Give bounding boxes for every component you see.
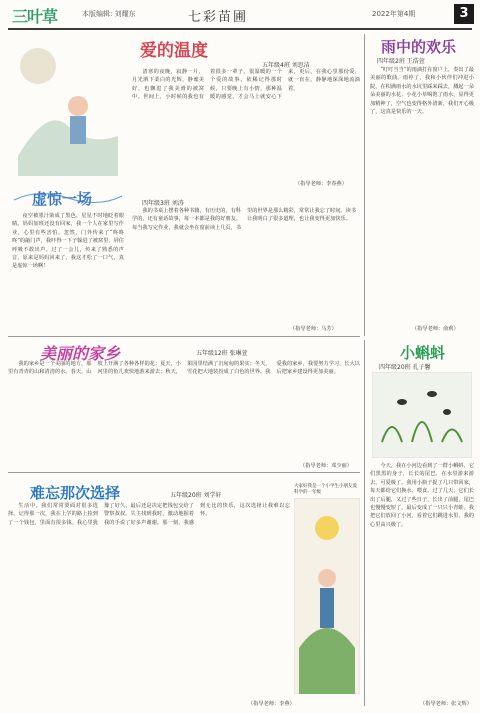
editor-line: 本版编辑: 刘耀东	[82, 10, 136, 18]
page-number: 3	[454, 4, 474, 24]
article-body: 清寒的夜晚，寂静一片，月光洒下柔白的光辉，静谧美好，也飘进了我美滑的被窝中。世间上，小时候的我也有着很多一辈子，很温暖的一个个爱的故事。依稀记得那时候，只要晚上有小情，那种温暖的感觉，才会马上就安心下来，更后，在我心里那份爱，就一直在，静静地深深地流淌着。	[132, 69, 360, 101]
drawing-caption: 大家好我是一个小学生小朋友爱科学的一年级	[294, 484, 357, 495]
tadpole-drawing	[372, 372, 472, 458]
article-teacher: （指导老师：俞莉）	[412, 326, 459, 332]
article-body: 我的家乡是一个美丽的地方，那里有青青的山和清清的水。春天，山坡上开满了各种各样的花；夏天，小河里的鱼儿欢快地游来游去；秋天，果园里结满了沉甸甸的果实；冬天，雪花把大地装扮成了白色的世界。我爱我的家乡，我要努力学习，长大以后把家乡建设得更加美丽。	[8, 361, 360, 376]
section-divider	[8, 336, 360, 337]
article-teacher: （指导老师：李燕）	[248, 701, 295, 707]
logo-text: 三叶草	[12, 7, 58, 26]
article-teacher: （指导老师：马芳）	[290, 326, 337, 332]
student-drawing	[294, 498, 360, 694]
article-teacher: （指导老师：邓少丽）	[300, 463, 352, 469]
article-body: 我的书桌上摆着各种书籍，有历史的，有科学的，还有童话故事，每一本都是我的好朋友。每当我写完作业，我就会坐在窗前读上几页，书里的世界是那么精彩，常常让我忘了时间。读书让我明白了很多道理，也让我变得更加快乐。	[132, 208, 356, 231]
section-divider	[8, 472, 360, 473]
article-title-unforgettable-choice: 难忘那次选择	[30, 484, 121, 502]
masthead	[0, 0, 480, 30]
article-title-beautiful-hometown: 美丽的家乡	[40, 344, 121, 363]
column-divider	[364, 34, 365, 336]
article-body: “叮叮当当”的雨滴打在窗户上，奏出了最美丽的歌曲。雨停了，我和小伙伴们冲进小院，在积满雨水的水坑里踩来踩去，溅起一朵朵美丽的水花。小花小草喝饱了雨水，显得更加精神了，空气也变得格外清新，我们开心极了，这真是快乐的一天。	[370, 67, 474, 116]
masthead-rule	[8, 28, 472, 30]
article-title-love-temperature: 爱的温度	[140, 41, 208, 61]
issue-date: 2022年第4期	[372, 10, 416, 18]
article-title-false-alarm: 虚惊一场	[32, 190, 93, 208]
column-divider	[364, 340, 365, 706]
article-title-rain-joy: 雨中的欢乐	[381, 38, 457, 56]
section-title: 七彩苗圃	[188, 10, 249, 25]
article-teacher: （指导老师：李春燕）	[295, 181, 347, 187]
article-body: 夜空被墨汁染成了黑色，星星不时地眨着眼睛。妈妈加班还没有回家，我一个人在家里写作业，心里有些害怕。忽然，门外传来了“咚咚咚”的敲门声，我吓得一下子躲进了被窝里，屏住呼吸不敢出声。过了一会儿，传来了熟悉的声音，原来是妈妈回来了，我这才松了一口气，真是虚惊一场啊！	[12, 213, 124, 270]
article-byline: 五年级4班 刘思洁	[262, 62, 310, 69]
article-body: 生活中，我们常常要面对很多选择。记得那一次，我在上学的路上捡到了一个钱包，里面有很多钱。我心里犹豫了好久，最后还是决定把钱包交给了警察叔叔。失主找到我时，激动地握着我的手说了好多声谢谢。那一刻，我感到无比的快乐，这次选择让我难以忘怀。	[8, 503, 290, 526]
article-byline: 四年级2班 王浩萱	[377, 58, 425, 65]
article-byline: 五年级20班 刘学轩	[170, 492, 222, 499]
article-teacher: （指导老师：张文辉）	[420, 701, 472, 707]
article-byline: 四年级3班 刘涛	[142, 200, 184, 207]
article-byline: 五年级12班 张琳萱	[196, 350, 248, 357]
illustration-top-left	[8, 36, 128, 176]
newspaper-logo	[12, 4, 57, 27]
article-body: 今天，我在小河边看到了一群小蝌蚪，它们黑黑的身子，长长的尾巴，在水里游来游去，可爱极了。我用小瓶子捉了几只带回家，每天都给它们换水、喂食。过了几天，它们长出了后腿，又过了些日子，长出了前腿，尾巴也慢慢变短了，最后变成了一只只小青蛙。我把它们放回了小河，看着它们跳进水里，我的心里高兴极了。	[370, 463, 474, 528]
article-byline: 四年级20班 孔子馨	[379, 364, 431, 371]
article-title-tadpole: 小蝌蚪	[400, 344, 446, 362]
